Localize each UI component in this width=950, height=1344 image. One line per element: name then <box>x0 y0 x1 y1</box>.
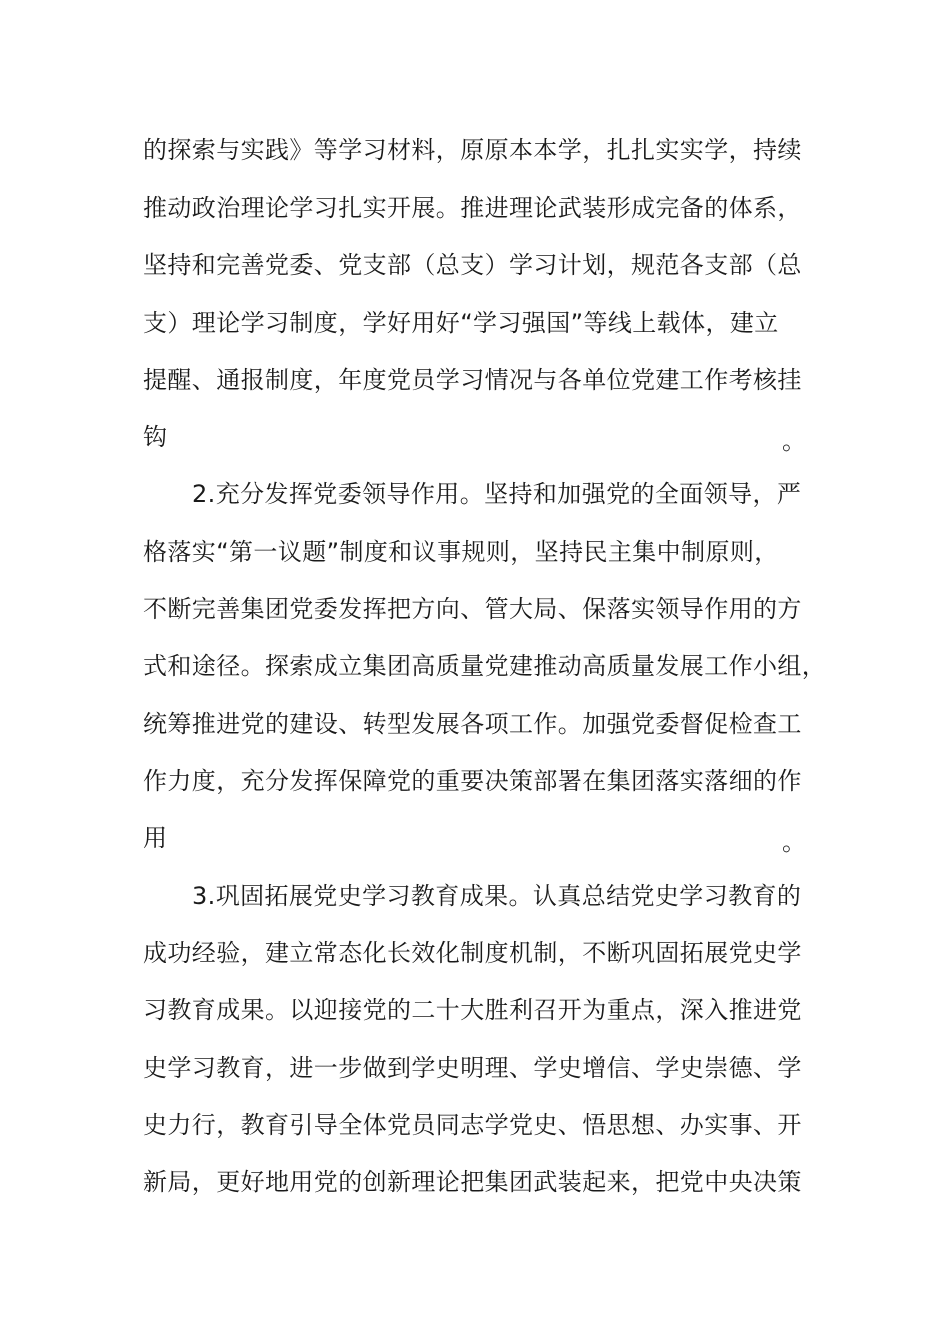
paragraph-2-line-6: 作力度，充分发挥保障党的重要决策部署在集团落实落细的作 <box>143 767 802 795</box>
paragraph-2-period: 。 <box>782 828 806 856</box>
paragraph-2-line-2: 格落实“第一议题”制度和议事规则，坚持民主集中制原则， <box>143 538 779 566</box>
paragraph-2-line-7: 用 <box>143 824 168 852</box>
paragraph-1-line-3: 坚持和完善党委、党支部（总支）学习计划，规范各支部（总 <box>143 251 802 279</box>
paragraph-3-line-6: 新局，更好地用党的创新理论把集团武装起来，把党中央决策 <box>143 1168 802 1196</box>
paragraph-3-line-3: 习教育成果。以迎接党的二十大胜利召开为重点，深入推进党 <box>143 996 802 1024</box>
paragraph-3-line-4: 史学习教育，进一步做到学史明理、学史增信、学史崇德、学 <box>143 1054 802 1082</box>
paragraph-2-line-3: 不断完善集团党委发挥把方向、管大局、保落实领导作用的方 <box>143 595 802 623</box>
paragraph-3-line-1: 3.巩固拓展党史学习教育成果。认真总结党史学习教育的 <box>192 882 802 910</box>
paragraph-1-period: 。 <box>782 427 806 455</box>
paragraph-3-line-5: 史力行，教育引导全体党员同志学党史、悟思想、办实事、开 <box>143 1111 802 1139</box>
paragraph-2-line-5: 统筹推进党的建设、转型发展各项工作。加强党委督促检查工 <box>143 710 802 738</box>
paragraph-1-line-6: 钩 <box>143 423 168 451</box>
paragraph-1-line-1: 的探索与实践》等学习材料，原原本本学，扎扎实实学，持续 <box>143 136 802 164</box>
paragraph-1-line-5: 提醒、通报制度，年度党员学习情况与各单位党建工作考核挂 <box>143 366 802 394</box>
paragraph-2-line-1: 2.充分发挥党委领导作用。坚持和加强党的全面领导，严 <box>192 480 802 508</box>
paragraph-2-line-4: 式和途径。探索成立集团高质量党建推动高质量发展工作小组， <box>143 652 827 680</box>
paragraph-3-line-2: 成功经验，建立常态化长效化制度机制，不断巩固拓展党史学 <box>143 939 802 967</box>
paragraph-1-line-2: 推动政治理论学习扎实开展。推进理论武装形成完备的体系， <box>143 194 802 222</box>
paragraph-1-line-4: 支）理论学习制度，学好用好“学习强国”等线上载体，建立 <box>143 309 779 337</box>
